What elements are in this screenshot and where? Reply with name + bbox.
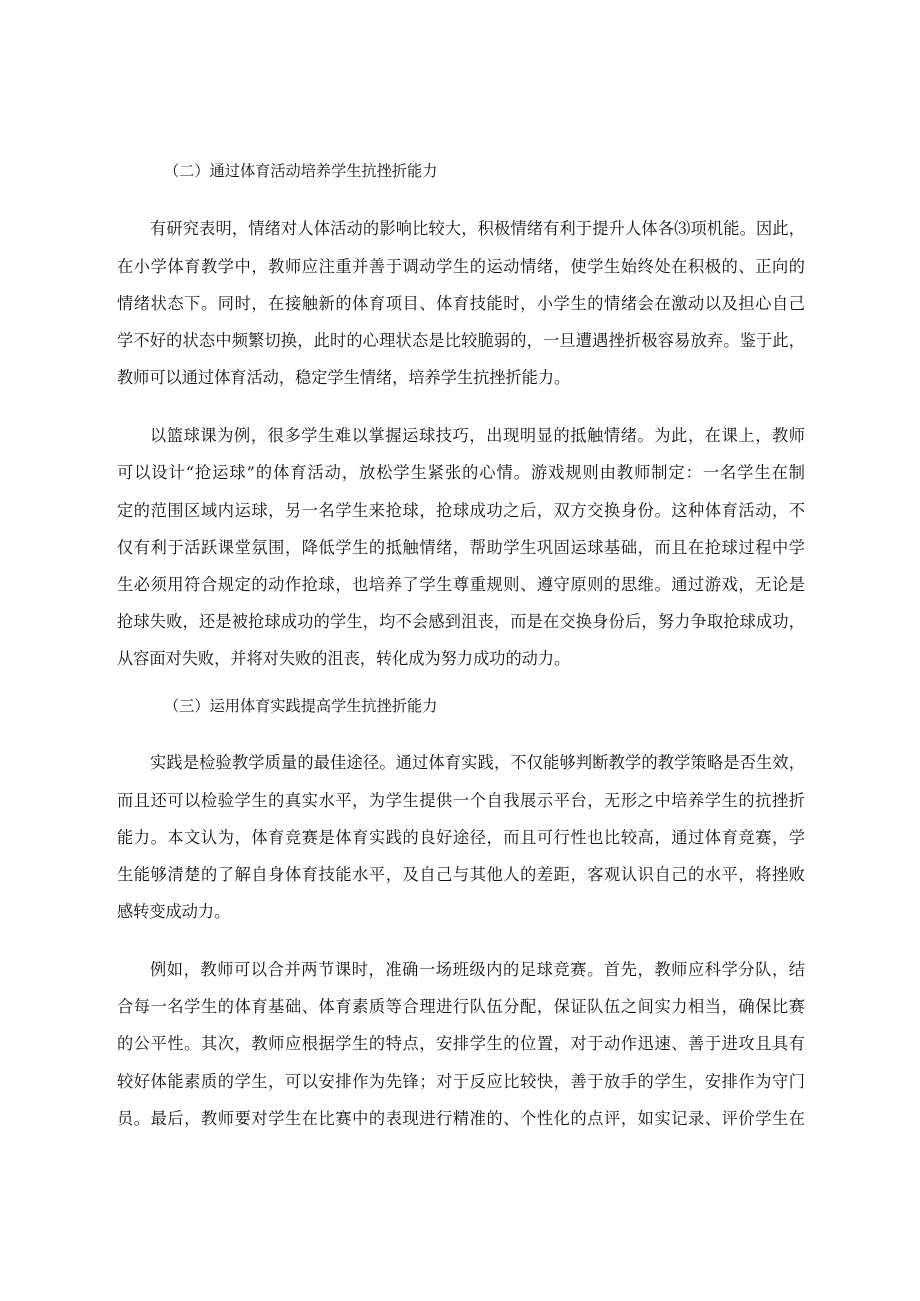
paragraph-line: 而且还可以检验学生的真实水平，为学生提供一个自我展示平台，无形之中培养学生的抗挫折 (117, 791, 805, 810)
paragraph-line: 有研究表明，情绪对人体活动的影响比较大，积极情绪有利于提升人体各⑶项机能。因此， (150, 219, 805, 238)
paragraph-line: 的公平性。其次，教师应根据学生的特点，安排学生的位置，对于动作迅速、善于进攻且具有 (117, 1034, 805, 1053)
paragraph-line: 实践是检验教学质量的最佳途径。通过体育实践，不仅能够判断教学的教学策略是否生效， (150, 753, 805, 772)
paragraph-line: 从容面对失败，并将对失败的沮丧，转化成为努力成功的动力。 (117, 649, 571, 668)
paragraph-line: 生必须用符合规定的动作抢球，也培养了学生尊重规则、遵守原则的思维。通过游戏，无论是 (117, 575, 805, 594)
paragraph-line: 合每一名学生的体育基础、体育素质等合理进行队伍分配，保证队伍之间实力相当，确保比赛 (117, 997, 805, 1016)
paragraph-line: 较好体能素质的学生，可以安排作为先锋；对于反应比较快，善于放手的学生，安排作为守门 (117, 1072, 805, 1091)
paragraph-line: 在小学体育教学中，教师应注重并善于调动学生的运动情绪，使学生始终处在积极的、正向的 (117, 257, 805, 276)
paragraph-line: 情绪状态下。同时，在接触新的体育项目、体育技能时，小学生的情绪会在激动以及担心自己 (117, 294, 805, 313)
paragraph-line: 例如，教师可以合并两节课时，准确一场班级内的足球竞赛。首先，教师应科学分队，结 (150, 960, 805, 979)
section-heading-3: （三）运用体育实践提高学生抗挫折能力 (164, 697, 438, 715)
paragraph-line: 员。最后，教师要对学生在比赛中的表现进行精准的、个性化的点评，如实记录、评价学生在 (117, 1109, 805, 1128)
section-heading-2: （二）通过体育活动培养学生抗挫折能力 (164, 162, 438, 180)
paragraph-line: 能力。本文认为，体育竞赛是体育实践的良好途径，而且可行性也比较高，通过体育竞赛，学 (117, 828, 805, 847)
paragraph-line: 仅有利于活跃课堂氛围，降低学生的抵触情绪，帮助学生巩固运球基础，而且在抢球过程中学 (117, 538, 805, 557)
paragraph-line: 可以设计“抢运球”的体育活动，放松学生紧张的心情。游戏规则由教师制定：一名学生在制 (117, 463, 805, 482)
paragraph-line: 生能够清楚的了解自身体育技能水平，及自己与其他人的差距，客观认识自己的水平，将挫败 (117, 865, 805, 884)
paragraph-line: 抢球失败，还是被抢球成功的学生，均不会感到沮丧，而是在交换身份后，努力争取抢球成功， (117, 612, 805, 631)
paragraph-line: 以篮球课为例，很多学生难以掌握运球技巧，出现明显的抵触情绪。为此，在课上，教师 (150, 426, 805, 445)
paragraph-line: 学不好的状态中频繁切换，此时的心理状态是比较脆弱的，一旦遭遇挫折极容易放弃。鉴于此， (117, 331, 805, 350)
paragraph-line: 定的范围区域内运球，另一名学生来抢球，抢球成功之后，双方交换身份。这种体育活动，不 (117, 501, 805, 520)
paragraph-line: 感转变成动力。 (117, 902, 231, 921)
paragraph-line: 教师可以通过体育活动，稳定学生情绪，培养学生抗挫折能力。 (117, 368, 571, 387)
